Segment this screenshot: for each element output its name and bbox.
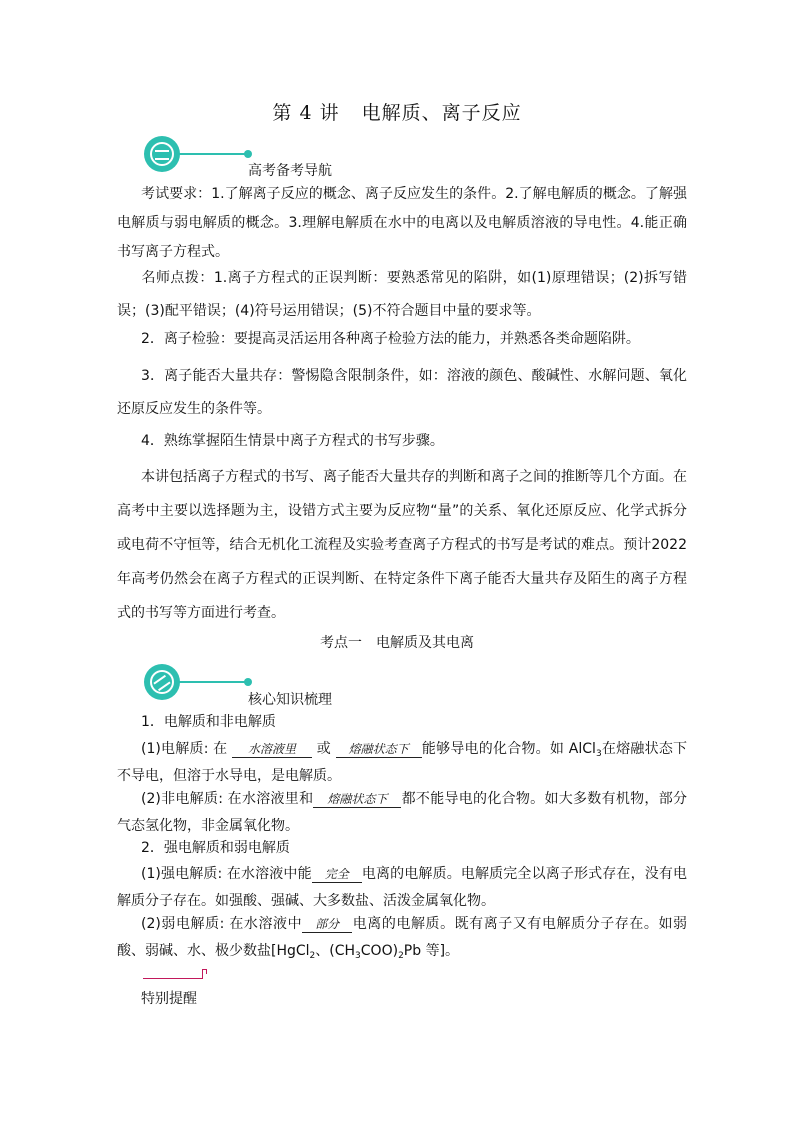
section-banner-exam-guide: [144, 136, 394, 179]
teacher-tips-3: 3．离子能否大量共存：警惕隐含限制条件，如：溶液的颜色、酸碱性、水解问题、氧化还原反应发生的条件等。: [117, 368, 687, 417]
answer-blank: 完全: [312, 866, 362, 883]
answer-blank: 水溶液里: [232, 741, 312, 758]
teacher-tips-4: 4．熟练掌握陌生情景中离子方程式的书写步骤。: [141, 433, 444, 449]
special-tip-marker: [143, 968, 207, 980]
exam-requirements: 考试要求：1.了解离子反应的概念、离子反应发生的条件。2.了解电解质的概念。了解强电解质与弱电解质的概念。3.理解电解质在水中的电离以及电解质溶液的导电性。4.能正确书写离子方程式。: [117, 186, 687, 260]
section-heading-1: 考点一 电解质及其电离: [320, 635, 474, 651]
electrolyte-definition: (1)电解质: 在 水溶液里 或 熔融状态下 能够导电的化合物。如 AlCl$_3$在熔融状态下不导电，但溶于水导电，是电解质。: [117, 741, 688, 784]
title-lecture-number: 第 4 讲: [272, 102, 340, 124]
answer-blank: 熔融状态下: [336, 741, 422, 758]
teacher-tips-1: 名师点拨：1.离子方程式的正误判断：要熟悉常见的陷阱，如(1)原理错误；(2)拆写错误；(3)配平错误；(4)符号运用错误；(5)不符合题目中量的要求等。: [117, 270, 687, 319]
key-icon: [144, 136, 180, 172]
section-banner-knowledge: [144, 664, 394, 708]
lecture-summary: 本讲包括离子方程式的书写、离子能否大量共存的判断和离子之间的推断等几个方面。在高考中主要以选择题为主，设错方式主要为反应物“量”的关系、氧化还原反应、化学式拆分或电荷不守恒等，结合无机化工流程及实验考查离子方程式的书写是考试的难点。预计2022 年高考仍然会在离子方程式的正误判断、在特定条件下离子能否大量共存及陌生的离子方程式的书写等方面进行考查。: [117, 469, 687, 621]
page-title: [0, 98, 794, 125]
banner-label: 高考备考导航: [248, 163, 332, 179]
strong-electrolyte-definition: (1)强电解质: 在水溶液中能 完全 电离的电解质。电解质完全以离子形式存在，没有电解质分子存在。如强酸、强碱、大多数盐、活泼金属氧化物。: [117, 866, 688, 909]
topic2-heading: 2．强电解质和弱电解质: [141, 840, 290, 856]
special-tip-label: 特别提醒: [141, 991, 197, 1007]
answer-blank: 熔融状态下: [313, 791, 401, 808]
answer-blank: 部分: [302, 916, 352, 933]
title-topic: 电解质、离子反应: [361, 102, 522, 124]
pencil-icon: [144, 664, 180, 700]
nonelectrolyte-definition: (2)非电解质: 在水溶液里和 熔融状态下 都不能导电的化合物。如大多数有机物，部分气态氢化物，非金属氧化物。: [117, 791, 687, 834]
banner-label: 核心知识梳理: [248, 692, 332, 708]
weak-electrolyte-definition: (2)弱电解质: 在水溶液中 部分 电离的电解质。既有离子又有电解质分子存在。如弱酸、弱碱、水、极少数盐[HgCl$_2$、$(CH_3COO)_2Pb$ 等]。: [117, 916, 688, 961]
topic1-heading: 1．电解质和非电解质: [141, 714, 276, 730]
teacher-tips-2: 2．离子检验：要提高灵活运用各种离子检验方法的能力，并熟悉各类命题陷阱。: [141, 331, 640, 347]
